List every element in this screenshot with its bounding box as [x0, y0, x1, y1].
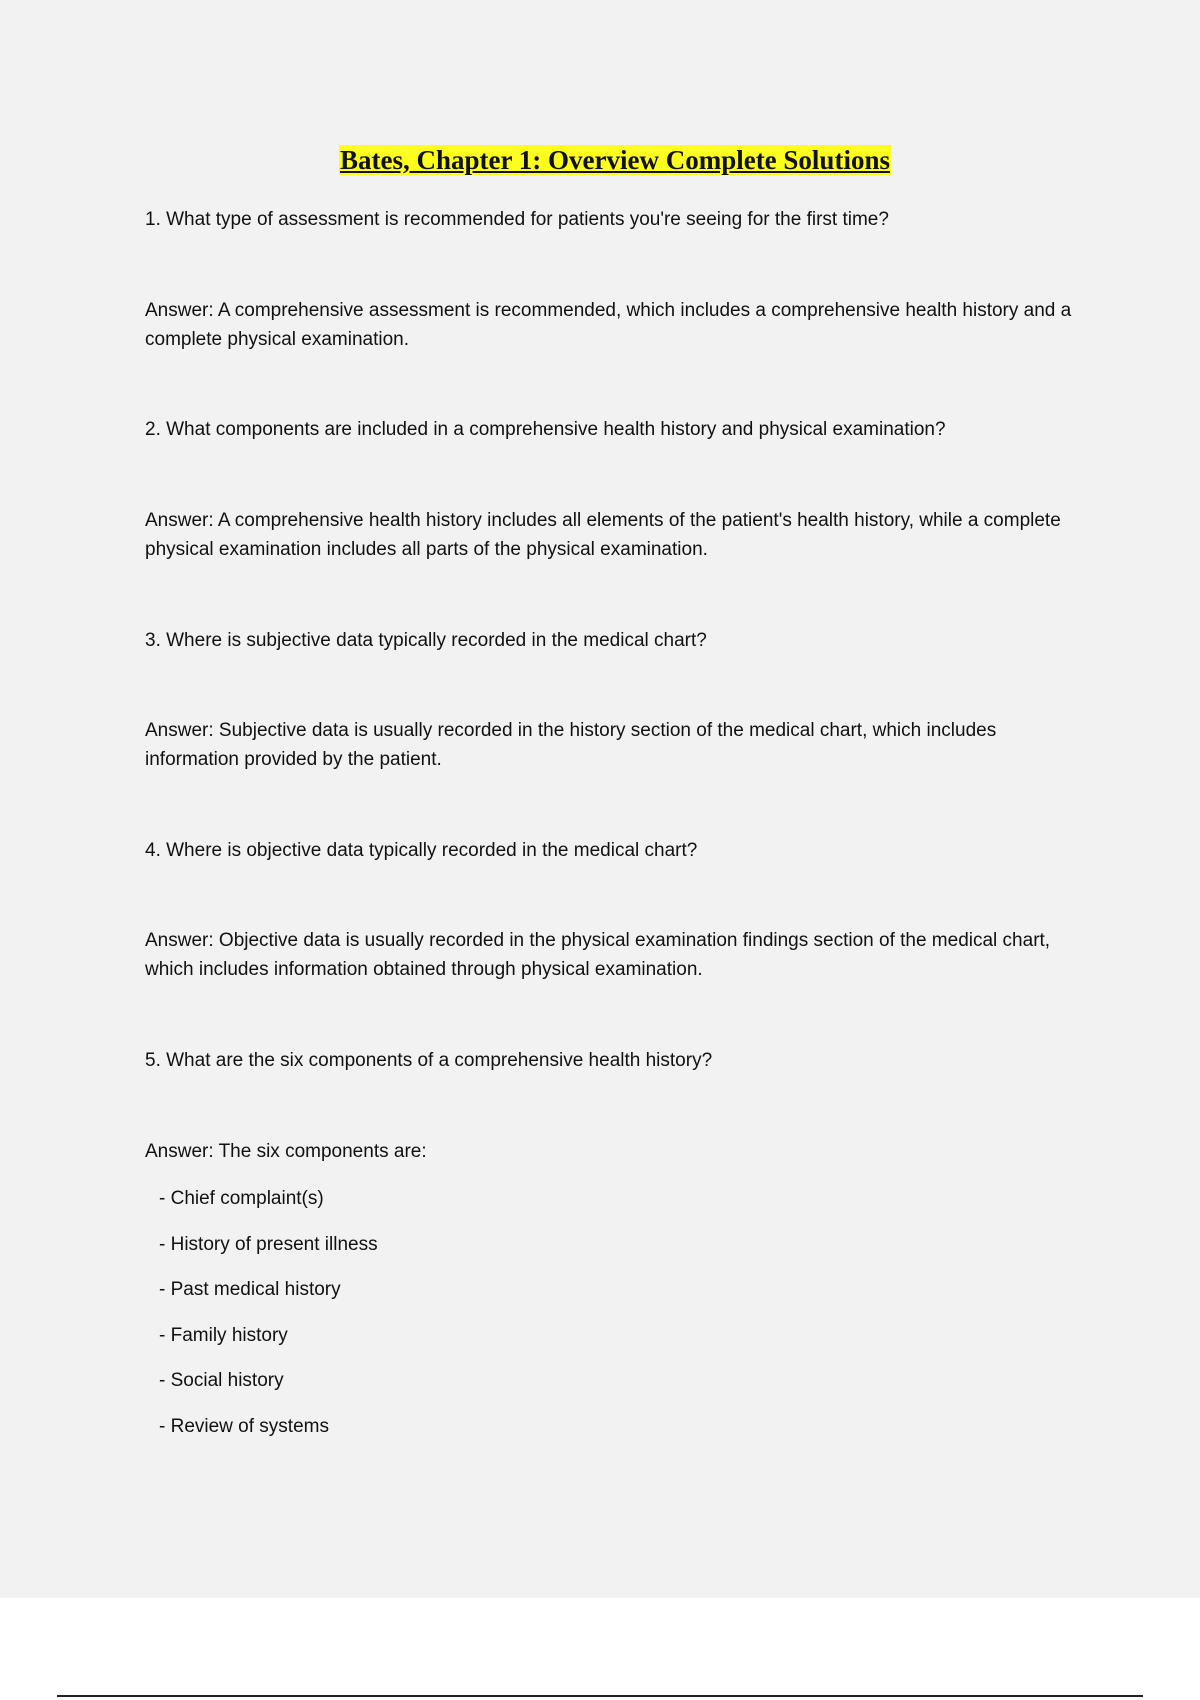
page-title [145, 143, 1085, 177]
components-list [159, 1184, 378, 1457]
footer-divider [57, 1695, 1143, 1697]
list-item: - Social history [159, 1370, 284, 1391]
answer-5: Answer: The six components are: [145, 1141, 427, 1162]
question-4: 4. Where is objective data typically recorded in the medical chart? [145, 840, 698, 861]
answer-4: Answer: Objective data is usually recorded in the physical examination findings section of the medical chart, which includes information obtained through physical examination. [145, 930, 1051, 980]
question-1: 1. What type of assessment is recommended for patients you're seeing for the first time? [145, 209, 889, 230]
answer-1: Answer: A comprehensive assessment is recommended, which includes a comprehensive health history and a complete physical examination. [145, 300, 1072, 350]
answer-3: Answer: Subjective data is usually recorded in the history section of the medical chart, which includes information provided by the patient. [145, 720, 997, 770]
list-item: - Chief complaint(s) [159, 1188, 324, 1209]
list-item: - History of present illness [159, 1233, 378, 1255]
list-item: - Review of systems [159, 1415, 329, 1437]
page-title-text: Bates, Chapter 1: Overview Complete Solutions [340, 145, 890, 175]
list-item: - Family history [159, 1324, 288, 1346]
question-5: 5. What are the six components of a comprehensive health history? [145, 1050, 713, 1071]
list-item: - Past medical history [159, 1279, 341, 1300]
question-2: 2. What components are included in a comprehensive health history and physical examination? [145, 419, 946, 440]
question-3: 3. Where is subjective data typically recorded in the medical chart? [145, 630, 707, 651]
answer-2: Answer: A comprehensive health history includes all elements of the patient's health history, while a complete physical examination includes all parts of the physical examination. [145, 510, 1061, 560]
